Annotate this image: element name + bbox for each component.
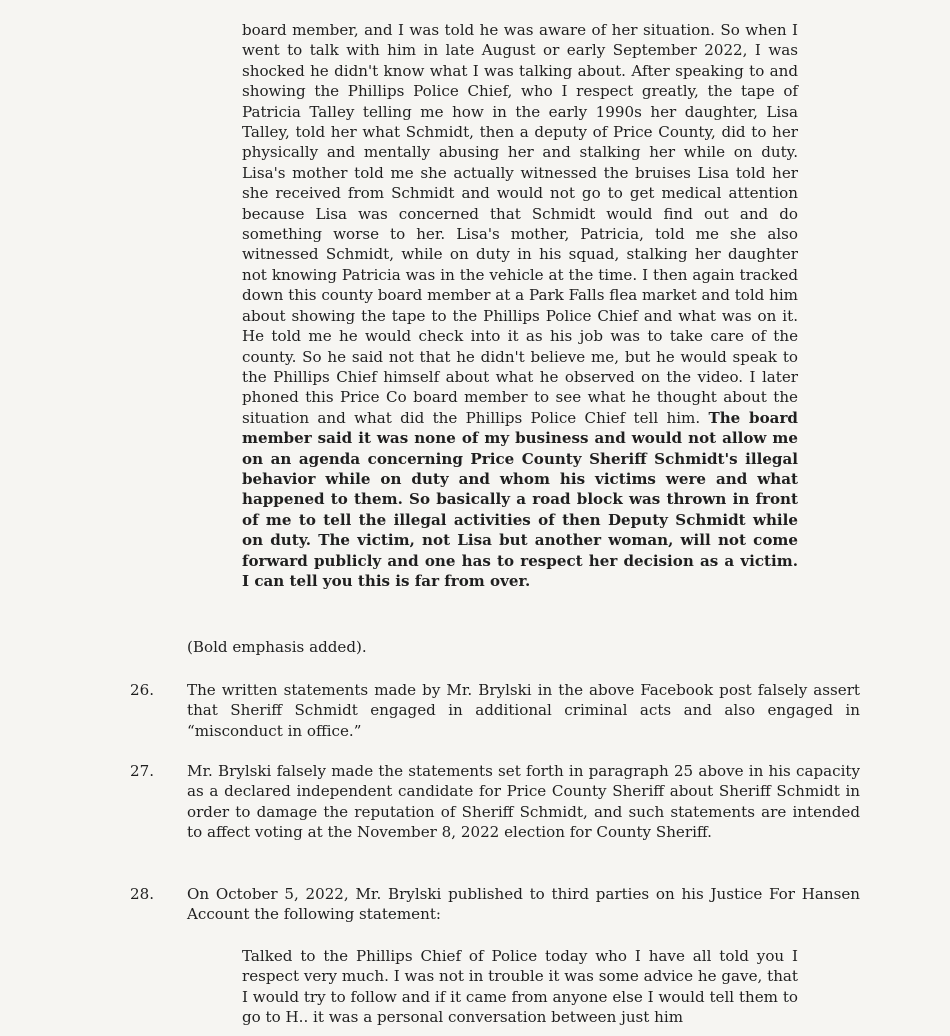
paragraph-number: 27. [130, 762, 155, 780]
paragraph-text: Mr. Brylski falsely made the statements set forth in paragraph 25 above in his capacity as a declared independent candidate for Price County Sheriff about Sheriff Schmidt in order to damage the reputation of Sheriff Schmidt, and such statements are intended to affect voting at the November 8, 2022 election for County Sheriff. [187, 762, 860, 842]
emphasis-note: (Bold emphasis added). [187, 638, 367, 656]
quote-bold-text: The board member said it was none of my business and would not allow me on an agenda concerning Price County Sheriff Schmidt's illegal behavior while on duty and whom his victims were and what happened to them. So basically a road block was thrown in front of me to tell the illegal activities of then Deputy Schmidt while on duty. The victim, not Lisa but another woman, will not come forward publicly and one has to respect her decision as a victim. I can tell you this is far from over. [242, 408, 798, 590]
paragraph-number: 26. [130, 681, 155, 699]
block-quote-statement: Talked to the Phillips Chief of Police today who I have all told you I respect very much. I was not in trouble it was some advice he gave, that I would try to follow and if it came from anyone else I would tell them to go to H.. it was a personal conversation between just him [242, 947, 798, 1027]
quote-text: board member, and I was told he was aware of her situation. So when I went to talk with him in late August or early September 2022, I was shocked he didn't know what I was talking about. After speaking to and showing the Phillips Police Chief, who I respect greatly, the tape of Patricia Talley telling me how in the early 1990s her daughter, Lisa Talley, told her what Schmidt, then a deputy of Price County, did to her physically and mentally abusing her and stalking her while on duty. Lisa's mother told me she actually witnessed the bruises Lisa told her she received from Schmidt and would not go to get medical attention because Lisa was concerned that Schmidt would find out and do something worse to her. Lisa's mother, Patricia, told me she also witnessed Schmidt, while on duty in his squad, stalking her daughter not knowing Patricia was in the vehicle at the time. I then again tracked down this county board member at a Park Falls flea market and told him about showing the tape to the Phillips Police Chief and what was on it. He told me he would check into it as his job was to take care of the county. So he said not that he didn't believe me, but he would speak to the Phillips Chief himself about what he observed on the video. I later phoned this Price Co board member to see what he thought about the situation and what did the Phillips Police Chief tell him. [242, 21, 798, 427]
paragraph-number: 28. [130, 885, 155, 903]
paragraph-text: On October 5, 2022, Mr. Brylski published to third parties on his Justice For Hansen Account the following statement: [187, 885, 860, 924]
paragraph-text: The written statements made by Mr. Brylski in the above Facebook post falsely assert that Sheriff Schmidt engaged in additional criminal acts and also engaged in “misconduct in office.” [187, 681, 860, 740]
block-quote-facebook-post [242, 20, 798, 591]
